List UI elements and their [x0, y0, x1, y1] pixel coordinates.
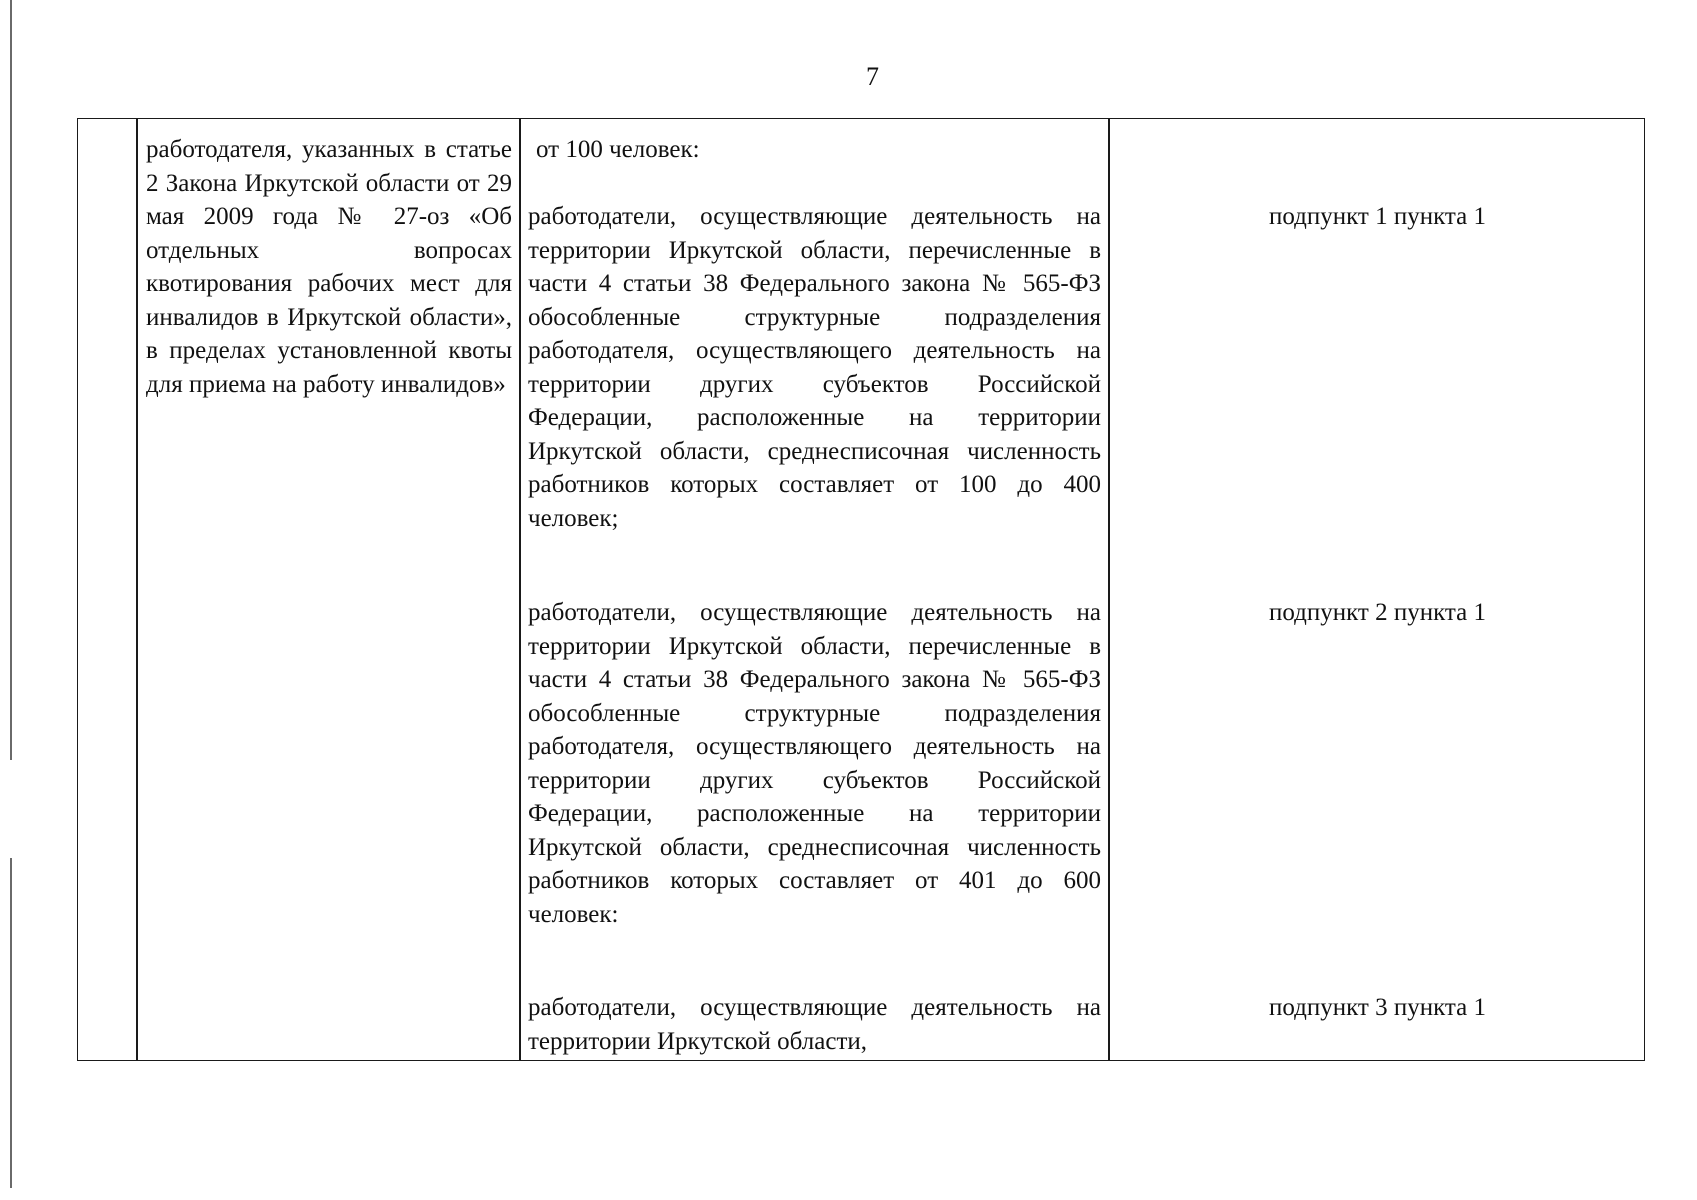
- subclause-reference: подпункт 3 пункта 1: [1268, 994, 1487, 1021]
- law-reference-text: работодателя, указанных в статье 2 Закона Иркутской области от 29 мая 2009 года № 27-оз «Об отдельных вопросах квотирования рабочих мест для инвалидов в Иркутской области», в пределах установленной квоты для приема на работу инвалидов»: [146, 136, 512, 398]
- scan-edge-line: [10, 0, 12, 760]
- scan-edge-line: [10, 858, 12, 1188]
- page-number: 7: [866, 62, 879, 91]
- subclause-reference-cell: [1109, 119, 1646, 1060]
- employer-category-cell: [520, 119, 1109, 1060]
- subclause-reference: подпункт 1 пункта 1: [1268, 203, 1487, 230]
- employer-category-item: работодатели, осуществляющие деятельность на территории Иркутской области, перечисленные в части 4 статьи 38 Федерального закона № 565-ФЗ обособленные структурные подразделения работодателя, осуществляющего деятельность на территории других субъектов Российской Федерации, расположенные на территории Иркутской области, среднесписочная численность работников которых составляет от 100 до 400 человек;: [528, 203, 1101, 532]
- regulation-table: [77, 118, 1645, 1061]
- subclause-reference: подпункт 2 пункта 1: [1268, 599, 1487, 626]
- law-reference-cell: [138, 119, 520, 1060]
- employer-category-item: работодатели, осуществляющие деятельность на территории Иркутской области,: [528, 994, 1101, 1055]
- employer-category-item: работодатели, осуществляющие деятельность на территории Иркутской области, перечисленные в части 4 статьи 38 Федерального закона № 565-ФЗ обособленные структурные подразделения работодателя, осуществляющего деятельность на территории других субъектов Российской Федерации, расположенные на территории Иркутской области, среднесписочная численность работников которых составляет от 401 до 600 человек:: [528, 599, 1101, 928]
- intro-text: от 100 человек:: [536, 136, 700, 163]
